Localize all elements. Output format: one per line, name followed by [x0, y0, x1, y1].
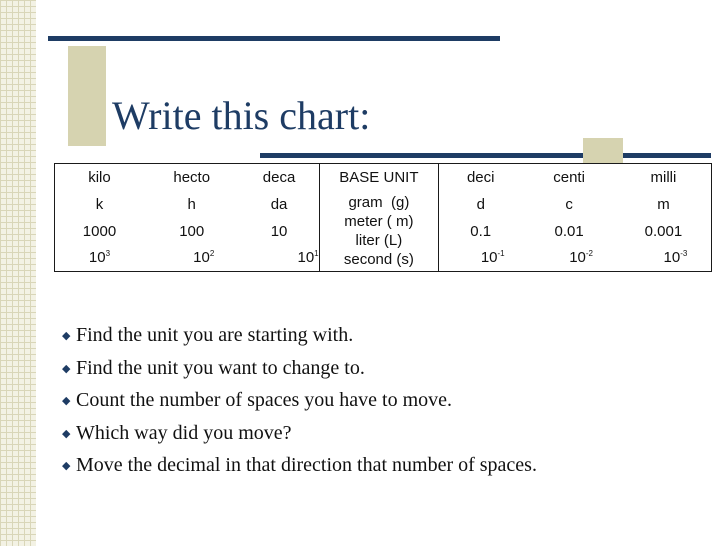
base-unit-header: BASE UNIT — [319, 164, 439, 191]
power-cell — [144, 245, 240, 272]
power-of-ten: $10^2$ — [193, 249, 215, 267]
value-cell: 100 — [179, 222, 205, 240]
power-cell — [55, 245, 144, 272]
symbol-cell: k — [95, 195, 104, 213]
power-cell — [522, 245, 616, 272]
base-unit-item: meter ( m) — [344, 212, 414, 230]
power-cell — [616, 245, 712, 272]
prefix-cell: deci — [466, 168, 495, 186]
prefix-cell: hecto — [173, 168, 211, 186]
symbol-cell: h — [187, 195, 196, 213]
base-unit-item: second (s) — [343, 250, 414, 268]
diamond-bullet-icon: ◆ — [62, 395, 71, 407]
list-item: ◆ Find the unit you are starting with. — [62, 319, 537, 352]
decorative-rule — [48, 36, 500, 41]
symbol-cell: d — [476, 195, 485, 213]
checkered-border — [0, 0, 36, 546]
power-of-ten: $10^{-2}$ — [569, 249, 593, 267]
value-cell: 0.01 — [554, 222, 584, 240]
symbol-cell: da — [270, 195, 288, 213]
value-cell: 0.001 — [644, 222, 683, 240]
value-cell: 0.1 — [470, 222, 492, 240]
power-of-ten: $10^{-1}$ — [480, 249, 505, 267]
table-row — [55, 191, 712, 218]
list-item: ◆ Move the decimal in that direction that number of spaces. — [62, 449, 537, 482]
prefix-cell: deca — [262, 168, 296, 186]
base-unit-item: gram (g) — [348, 193, 410, 211]
diamond-bullet-icon: ◆ — [62, 362, 71, 375]
diamond-bullet-icon: ◆ — [62, 460, 71, 472]
diamond-bullet-icon: ◆ — [62, 330, 71, 342]
symbol-cell: c — [565, 195, 573, 213]
prefix-cell: centi — [553, 168, 585, 186]
decorative-rule — [260, 153, 711, 158]
symbol-cell: m — [657, 195, 670, 213]
value-cell: 1000 — [82, 222, 117, 240]
metric-prefix-table — [54, 163, 712, 272]
list-item: ◆ Count the number of spaces you have to move. — [62, 384, 537, 417]
diamond-bullet-icon: ◆ — [62, 427, 71, 440]
base-units-cell — [319, 191, 439, 272]
power-cell — [239, 245, 319, 272]
list-item: ◆ Which way did you move? — [62, 417, 537, 450]
table-row — [55, 164, 712, 191]
base-unit-item: liter (L) — [355, 231, 403, 249]
slide-title: Write this chart: — [112, 93, 371, 138]
prefix-cell: kilo — [88, 168, 111, 186]
prefix-cell: milli — [650, 168, 677, 186]
instruction-list — [62, 319, 537, 482]
list-item: ◆ Find the unit you want to change to. — [62, 352, 537, 385]
value-cell: 10 — [270, 222, 288, 240]
decorative-block — [68, 46, 106, 146]
power-of-ten: $10^{-3}$ — [663, 249, 688, 267]
power-of-ten: $10^3$ — [88, 249, 111, 267]
power-of-ten: $10^1$ — [297, 249, 319, 267]
power-cell — [439, 245, 523, 272]
